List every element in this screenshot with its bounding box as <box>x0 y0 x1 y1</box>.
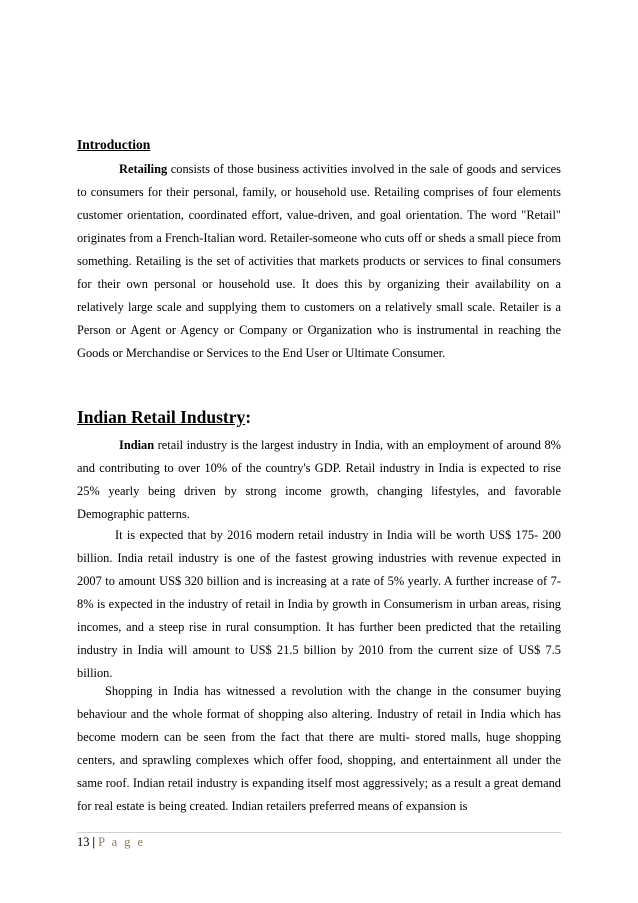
industry-paragraph-1-text: retail industry is the largest industry in India, with an employment of around 8% and contributing to over 10% of the country's GDP. Retail industry in India is expected to rise 25% yearly being driven by strong income growth, changing lifestyles, and favorable Demographic patterns. <box>77 438 561 521</box>
industry-paragraph-3: Shopping in India has witnessed a revolution with the change in the consumer buying behaviour and the whole format of shopping also altering. Industry of retail in India which has become modern can be seen from the fact that there are multi- stored malls, huge shopping centers, and sprawling complexes which offer food, shopping, and entertainment all under the same roof. Indian retail industry is expanding itself most aggressively; as a result a great demand for real estate is being created. Indian retailers preferred means of expansion is <box>77 684 561 813</box>
introduction-paragraph <box>77 158 561 365</box>
indian-lead-word: Indian <box>119 438 155 452</box>
introduction-heading: Introduction <box>77 137 151 152</box>
heading-colon: : <box>245 407 252 427</box>
indian-retail-industry-title: Indian Retail Industry <box>77 407 246 427</box>
introduction-text: consists of those business activities involved in the sale of goods and services to consumers for their personal, family, or household use. Retailing comprises of four elements customer orientation, coordinated effort, value-driven, and goal orientation. The word "Retail" originates from a French-Italian word. Retailer-someone who cuts off or sheds a small piece from something. Retailing is the set of activities that markets products or services to final consumers for their own personal or household use. It does this by organizing their availability on a relatively large scale and supplying them to customers on a relatively small scale. Retailer is a Person or Agent or Agency or Company or Organization who is instrumental in reaching the Goods or Merchandise or Services to the End User or Ultimate Consumer. <box>77 162 561 360</box>
footer-separator: | <box>92 835 96 849</box>
footer-divider <box>77 832 561 833</box>
page-label: P a g e <box>98 835 146 849</box>
industry-paragraph-2: It is expected that by 2016 modern retail industry in India will be worth US$ 175- 200 billion. India retail industry is one of the fastest growing industries with revenue expected in 2007 to amount US$ 320 billion and is increasing at a rate of 5% yearly. A further increase of 7-8% is expected in the industry of retail in India by growth in Consumerism in urban areas, rising incomes, and a steep rise in rural consumption. It has further been predicted that the retailing industry in India will amount to US$ 21.5 billion by 2010 from the current size of US$ 7.5 billion. <box>77 528 561 680</box>
page-footer <box>77 835 145 850</box>
page-number: 13 <box>77 835 90 849</box>
indian-retail-industry-heading <box>77 407 251 428</box>
industry-paragraph-1 <box>77 434 561 526</box>
retailing-lead-word: Retailing <box>119 162 168 176</box>
